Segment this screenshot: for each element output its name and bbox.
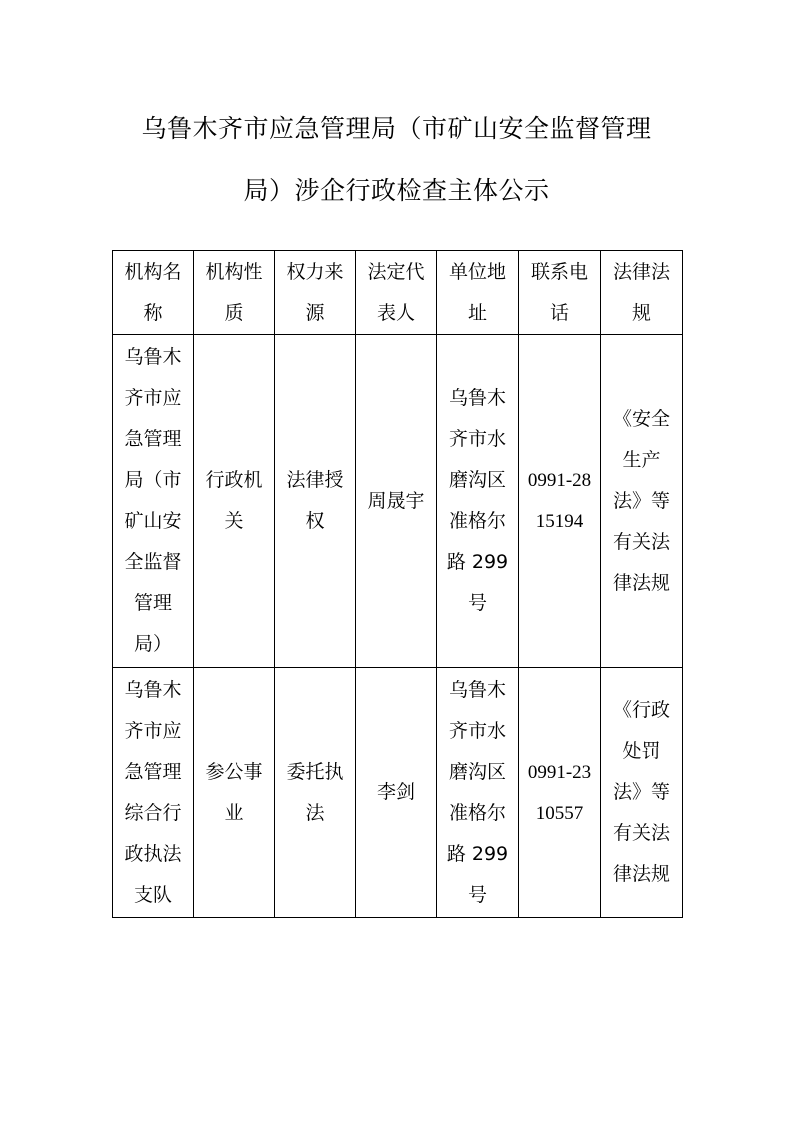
header-cell-representative: 法定代表人	[356, 251, 437, 335]
cell-law: 《行政处罚法》等有关法律法规	[601, 668, 683, 918]
cell-address: 乌鲁木齐市水磨沟区准格尔路 299 号	[437, 335, 519, 668]
table-row	[113, 335, 683, 668]
cell-nature: 参公事业	[194, 668, 275, 918]
document-title-line1: 乌鲁木齐市应急管理局（市矿山安全监督管理	[141, 114, 652, 143]
cell-name: 乌鲁木齐市应急管理综合行政执法支队	[113, 668, 194, 918]
inspection-subject-table	[112, 250, 683, 918]
cell-law: 《安全生产法》等有关法律法规	[601, 335, 683, 668]
table-row	[113, 668, 683, 918]
header-cell-nature: 机构性质	[194, 251, 275, 335]
header-cell-name: 机构名称	[113, 251, 194, 335]
table-header-row	[113, 251, 683, 335]
header-cell-law: 法律法规	[601, 251, 683, 335]
cell-address: 乌鲁木齐市水磨沟区准格尔路 299 号	[437, 668, 519, 918]
cell-phone: 0991-2310557	[519, 668, 601, 918]
cell-phone: 0991-2815194	[519, 335, 601, 668]
header-cell-phone: 联系电话	[519, 251, 601, 335]
header-cell-source: 权力来源	[275, 251, 356, 335]
cell-representative: 李剑	[356, 668, 437, 918]
cell-name: 乌鲁木齐市应急管理局（市矿山安全监督管理局）	[113, 335, 194, 668]
cell-source: 委托执法	[275, 668, 356, 918]
cell-nature: 行政机关	[194, 335, 275, 668]
header-cell-address: 单位地址	[437, 251, 519, 335]
cell-source: 法律授权	[275, 335, 356, 668]
document-title-line2: 局）涉企行政检查主体公示	[243, 176, 550, 205]
cell-representative: 周晟宇	[356, 335, 437, 668]
